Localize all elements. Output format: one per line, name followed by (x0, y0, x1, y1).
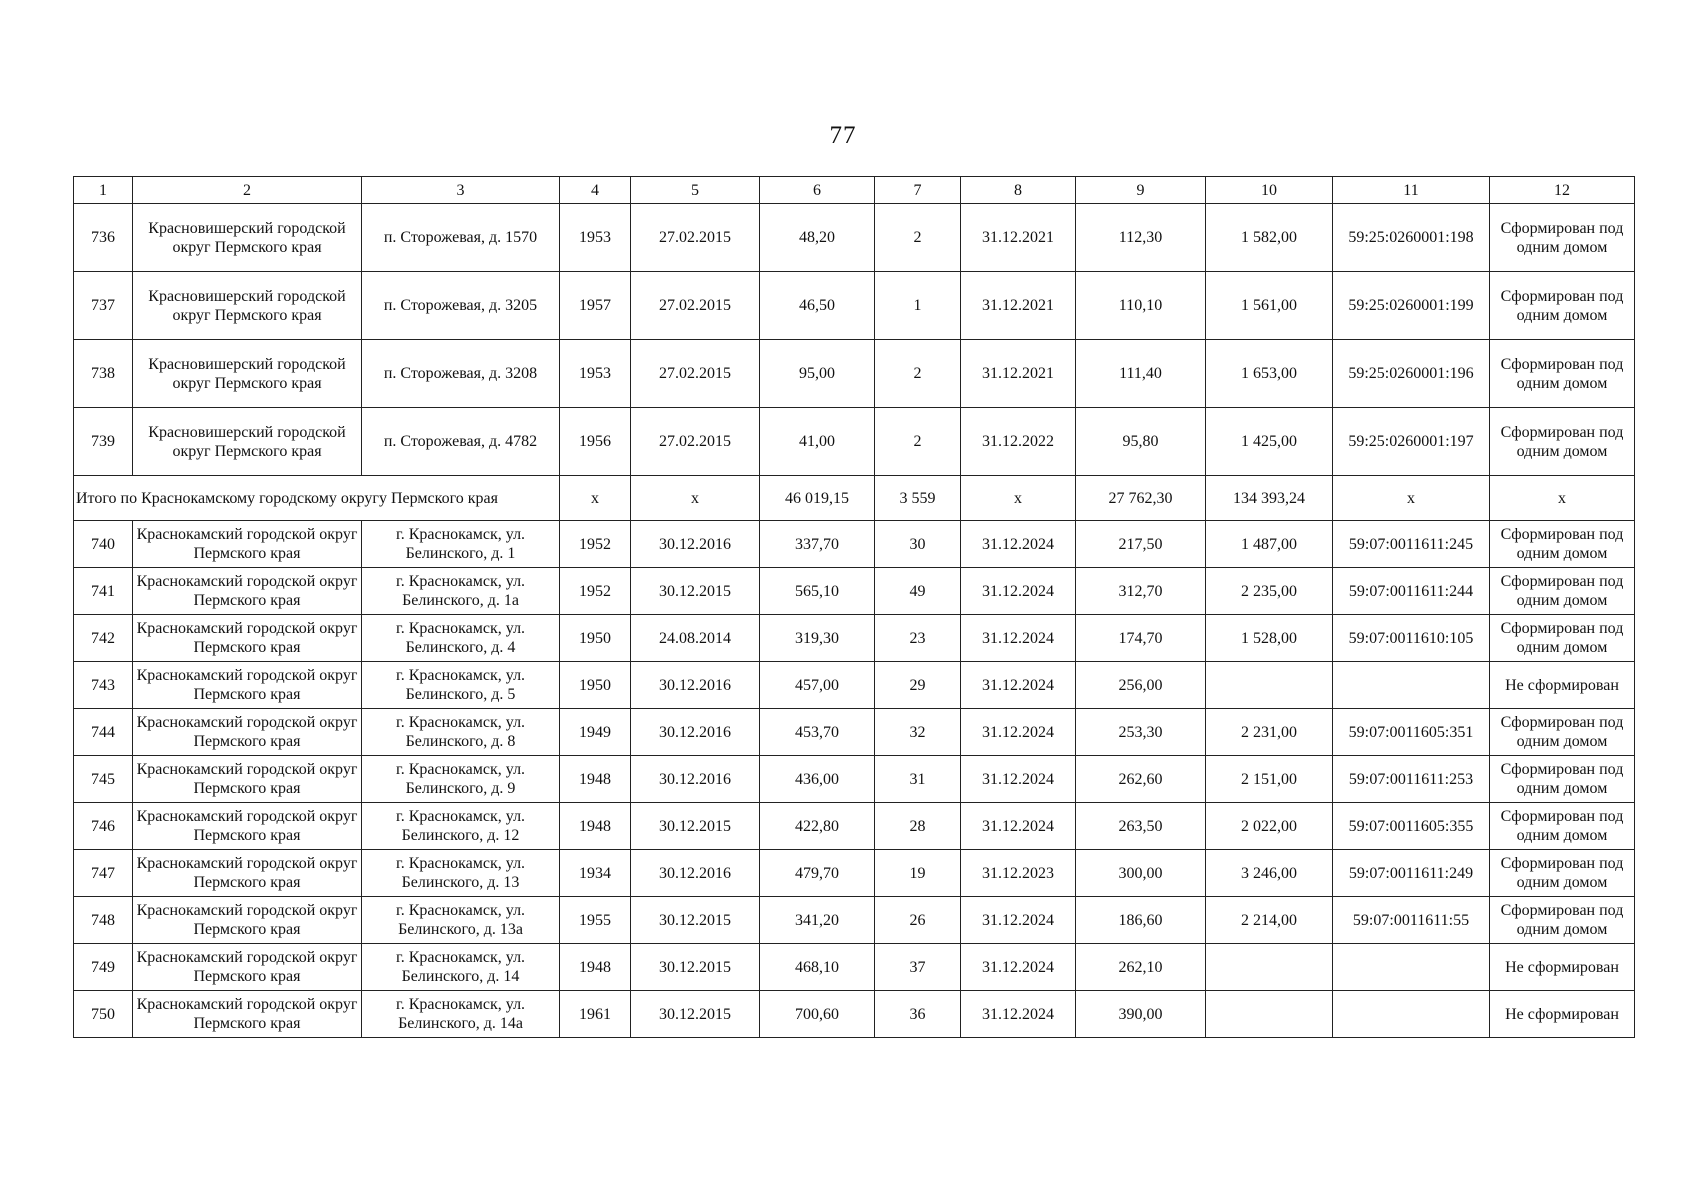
build-year: 1952 (560, 568, 631, 615)
address: г. Краснокамск, ул. Белинского, д. 9 (362, 756, 560, 803)
address: г. Краснокамск, ул. Белинского, д. 13а (362, 897, 560, 944)
living-area: 453,70 (760, 709, 875, 756)
build-year: 1950 (560, 615, 631, 662)
land-area: 1 528,00 (1206, 615, 1333, 662)
cadastral-number: 59:07:0011611:245 (1333, 521, 1490, 568)
date-recognized: 30.12.2016 (631, 521, 760, 568)
address: г. Краснокамск, ул. Белинского, д. 5 (362, 662, 560, 709)
address: г. Краснокамск, ул. Белинского, д. 14 (362, 944, 560, 991)
build-year: 1952 (560, 521, 631, 568)
total-date-planned: x (961, 476, 1076, 521)
table-row (74, 662, 1635, 709)
living-area: 341,20 (760, 897, 875, 944)
total-year: x (560, 476, 631, 521)
residents-count: 28 (875, 803, 961, 850)
living-area: 48,20 (760, 204, 875, 272)
address: г. Краснокамск, ул. Белинского, д. 1 (362, 521, 560, 568)
column-header: 1 (74, 177, 133, 204)
district-name: Краснокамский городской округ Пермского края (133, 709, 362, 756)
living-area: 436,00 (760, 756, 875, 803)
cadastral-number (1333, 991, 1490, 1038)
district-name: Краснокамский городской округ Пермского края (133, 803, 362, 850)
row-number: 740 (74, 521, 133, 568)
district-name: Краснокамский городской округ Пермского края (133, 850, 362, 897)
date-recognized: 30.12.2016 (631, 756, 760, 803)
land-status: Сформирован под одним домом (1490, 204, 1635, 272)
resettle-area: 112,30 (1076, 204, 1206, 272)
district-name: Краснокамский городской округ Пермского края (133, 991, 362, 1038)
cadastral-number: 59:07:0011610:105 (1333, 615, 1490, 662)
address: п. Сторожевая, д. 4782 (362, 408, 560, 476)
land-status: Сформирован под одним домом (1490, 340, 1635, 408)
row-number: 737 (74, 272, 133, 340)
land-area (1206, 991, 1333, 1038)
district-name: Краснокамский городской округ Пермского края (133, 756, 362, 803)
land-status: Сформирован под одним домом (1490, 803, 1635, 850)
cadastral-number: 59:07:0011611:244 (1333, 568, 1490, 615)
planned-resettle-date: 31.12.2021 (961, 272, 1076, 340)
date-recognized: 30.12.2015 (631, 568, 760, 615)
cadastral-number (1333, 944, 1490, 991)
table-row (74, 615, 1635, 662)
column-header: 3 (362, 177, 560, 204)
total-date-recognized: x (631, 476, 760, 521)
planned-resettle-date: 31.12.2024 (961, 709, 1076, 756)
district-name: Краснокамский городской округ Пермского края (133, 944, 362, 991)
planned-resettle-date: 31.12.2024 (961, 615, 1076, 662)
resettle-area: 256,00 (1076, 662, 1206, 709)
resettle-area: 186,60 (1076, 897, 1206, 944)
build-year: 1953 (560, 204, 631, 272)
land-status: Не сформирован (1490, 944, 1635, 991)
build-year: 1953 (560, 340, 631, 408)
residents-count: 2 (875, 340, 961, 408)
table-row (74, 850, 1635, 897)
land-area: 2 231,00 (1206, 709, 1333, 756)
land-status: Не сформирован (1490, 662, 1635, 709)
land-status: Сформирован под одним домом (1490, 756, 1635, 803)
residents-count: 36 (875, 991, 961, 1038)
column-header: 11 (1333, 177, 1490, 204)
planned-resettle-date: 31.12.2022 (961, 408, 1076, 476)
row-number: 745 (74, 756, 133, 803)
planned-resettle-date: 31.12.2024 (961, 568, 1076, 615)
living-area: 46,50 (760, 272, 875, 340)
land-status: Сформирован под одним домом (1490, 408, 1635, 476)
build-year: 1948 (560, 944, 631, 991)
land-area: 2 151,00 (1206, 756, 1333, 803)
row-number: 750 (74, 991, 133, 1038)
planned-resettle-date: 31.12.2024 (961, 991, 1076, 1038)
column-header: 5 (631, 177, 760, 204)
column-header: 9 (1076, 177, 1206, 204)
date-recognized: 27.02.2015 (631, 272, 760, 340)
address: г. Краснокамск, ул. Белинского, д. 1а (362, 568, 560, 615)
address: п. Сторожевая, д. 1570 (362, 204, 560, 272)
total-status: x (1490, 476, 1635, 521)
resettle-area: 174,70 (1076, 615, 1206, 662)
table-row (74, 991, 1635, 1038)
build-year: 1948 (560, 756, 631, 803)
resettle-area: 111,40 (1076, 340, 1206, 408)
row-number: 748 (74, 897, 133, 944)
living-area: 41,00 (760, 408, 875, 476)
residents-count: 49 (875, 568, 961, 615)
land-status: Сформирован под одним домом (1490, 709, 1635, 756)
living-area: 565,10 (760, 568, 875, 615)
header-row (74, 177, 1635, 204)
residents-count: 32 (875, 709, 961, 756)
column-header: 7 (875, 177, 961, 204)
row-number: 747 (74, 850, 133, 897)
table-row (74, 568, 1635, 615)
district-name: Краснокамский городской округ Пермского края (133, 568, 362, 615)
total-area: 46 019,15 (760, 476, 875, 521)
resettle-area: 262,60 (1076, 756, 1206, 803)
land-area: 2 022,00 (1206, 803, 1333, 850)
residents-count: 2 (875, 204, 961, 272)
residents-count: 19 (875, 850, 961, 897)
residents-count: 1 (875, 272, 961, 340)
table-row (74, 408, 1635, 476)
date-recognized: 27.02.2015 (631, 408, 760, 476)
build-year: 1949 (560, 709, 631, 756)
land-area (1206, 944, 1333, 991)
land-status: Сформирован под одним домом (1490, 897, 1635, 944)
cadastral-number: 59:07:0011611:253 (1333, 756, 1490, 803)
housing-registry-table (73, 176, 1635, 1038)
land-status: Сформирован под одним домом (1490, 568, 1635, 615)
district-name: Краснокамский городской округ Пермского края (133, 521, 362, 568)
table-row (74, 709, 1635, 756)
resettle-area: 253,30 (1076, 709, 1206, 756)
address: г. Краснокамск, ул. Белинского, д. 4 (362, 615, 560, 662)
resettle-area: 300,00 (1076, 850, 1206, 897)
land-area: 1 653,00 (1206, 340, 1333, 408)
district-name: Красновишерский городской округ Пермского края (133, 340, 362, 408)
column-header: 10 (1206, 177, 1333, 204)
total-area-resettle: 27 762,30 (1076, 476, 1206, 521)
land-status: Сформирован под одним домом (1490, 850, 1635, 897)
planned-resettle-date: 31.12.2021 (961, 204, 1076, 272)
total-cadastral: x (1333, 476, 1490, 521)
build-year: 1950 (560, 662, 631, 709)
resettle-area: 110,10 (1076, 272, 1206, 340)
table-row (74, 204, 1635, 272)
cadastral-number: 59:25:0260001:198 (1333, 204, 1490, 272)
date-recognized: 30.12.2016 (631, 662, 760, 709)
address: г. Краснокамск, ул. Белинского, д. 12 (362, 803, 560, 850)
total-land-area: 134 393,24 (1206, 476, 1333, 521)
cadastral-number: 59:25:0260001:197 (1333, 408, 1490, 476)
column-header: 8 (961, 177, 1076, 204)
date-recognized: 30.12.2016 (631, 850, 760, 897)
resettle-area: 263,50 (1076, 803, 1206, 850)
residents-count: 37 (875, 944, 961, 991)
residents-count: 23 (875, 615, 961, 662)
row-number: 739 (74, 408, 133, 476)
residents-count: 30 (875, 521, 961, 568)
date-recognized: 30.12.2015 (631, 991, 760, 1038)
table-row (74, 897, 1635, 944)
cadastral-number: 59:07:0011611:249 (1333, 850, 1490, 897)
planned-resettle-date: 31.12.2024 (961, 897, 1076, 944)
address: г. Краснокамск, ул. Белинского, д. 13 (362, 850, 560, 897)
build-year: 1957 (560, 272, 631, 340)
date-recognized: 24.08.2014 (631, 615, 760, 662)
planned-resettle-date: 31.12.2024 (961, 756, 1076, 803)
table-row (74, 272, 1635, 340)
land-area: 1 561,00 (1206, 272, 1333, 340)
district-name: Красновишерский городской округ Пермского края (133, 204, 362, 272)
build-year: 1934 (560, 850, 631, 897)
district-name: Красновишерский городской округ Пермского края (133, 272, 362, 340)
address: г. Краснокамск, ул. Белинского, д. 14а (362, 991, 560, 1038)
table-body (74, 204, 1635, 1038)
district-name: Краснокамский городской округ Пермского края (133, 615, 362, 662)
row-number: 736 (74, 204, 133, 272)
planned-resettle-date: 31.12.2024 (961, 944, 1076, 991)
land-area: 1 487,00 (1206, 521, 1333, 568)
build-year: 1961 (560, 991, 631, 1038)
date-recognized: 30.12.2016 (631, 709, 760, 756)
cadastral-number: 59:25:0260001:199 (1333, 272, 1490, 340)
district-name: Краснокамский городской округ Пермского края (133, 662, 362, 709)
residents-count: 26 (875, 897, 961, 944)
address: г. Краснокамск, ул. Белинского, д. 8 (362, 709, 560, 756)
living-area: 468,10 (760, 944, 875, 991)
living-area: 479,70 (760, 850, 875, 897)
resettle-area: 262,10 (1076, 944, 1206, 991)
row-number: 749 (74, 944, 133, 991)
row-number: 744 (74, 709, 133, 756)
address: п. Сторожевая, д. 3208 (362, 340, 560, 408)
land-area: 2 235,00 (1206, 568, 1333, 615)
land-area (1206, 662, 1333, 709)
planned-resettle-date: 31.12.2021 (961, 340, 1076, 408)
build-year: 1948 (560, 803, 631, 850)
date-recognized: 30.12.2015 (631, 897, 760, 944)
residents-count: 29 (875, 662, 961, 709)
land-area: 3 246,00 (1206, 850, 1333, 897)
living-area: 337,70 (760, 521, 875, 568)
resettle-area: 95,80 (1076, 408, 1206, 476)
build-year: 1955 (560, 897, 631, 944)
column-header: 4 (560, 177, 631, 204)
living-area: 422,80 (760, 803, 875, 850)
living-area: 319,30 (760, 615, 875, 662)
column-header: 6 (760, 177, 875, 204)
cadastral-number (1333, 662, 1490, 709)
table-row (74, 756, 1635, 803)
address: п. Сторожевая, д. 3205 (362, 272, 560, 340)
date-recognized: 27.02.2015 (631, 340, 760, 408)
land-area: 2 214,00 (1206, 897, 1333, 944)
planned-resettle-date: 31.12.2024 (961, 521, 1076, 568)
row-number: 741 (74, 568, 133, 615)
total-residents: 3 559 (875, 476, 961, 521)
build-year: 1956 (560, 408, 631, 476)
page-number: 77 (829, 122, 857, 149)
cadastral-number: 59:07:0011605:355 (1333, 803, 1490, 850)
planned-resettle-date: 31.12.2023 (961, 850, 1076, 897)
district-name: Краснокамский городской округ Пермского края (133, 897, 362, 944)
row-number: 743 (74, 662, 133, 709)
planned-resettle-date: 31.12.2024 (961, 662, 1076, 709)
living-area: 457,00 (760, 662, 875, 709)
living-area: 700,60 (760, 991, 875, 1038)
resettle-area: 217,50 (1076, 521, 1206, 568)
table-row (74, 944, 1635, 991)
planned-resettle-date: 31.12.2024 (961, 803, 1076, 850)
land-status: Не сформирован (1490, 991, 1635, 1038)
row-number: 746 (74, 803, 133, 850)
cadastral-number: 59:07:0011611:55 (1333, 897, 1490, 944)
table-row (74, 803, 1635, 850)
land-area: 1 425,00 (1206, 408, 1333, 476)
land-status: Сформирован под одним домом (1490, 272, 1635, 340)
land-area: 1 582,00 (1206, 204, 1333, 272)
land-status: Сформирован под одним домом (1490, 521, 1635, 568)
cadastral-number: 59:07:0011605:351 (1333, 709, 1490, 756)
district-name: Красновишерский городской округ Пермского края (133, 408, 362, 476)
cadastral-number: 59:25:0260001:196 (1333, 340, 1490, 408)
row-number: 742 (74, 615, 133, 662)
resettle-area: 390,00 (1076, 991, 1206, 1038)
column-header: 12 (1490, 177, 1635, 204)
resettle-area: 312,70 (1076, 568, 1206, 615)
date-recognized: 30.12.2015 (631, 944, 760, 991)
table-row (74, 340, 1635, 408)
table-row (74, 521, 1635, 568)
living-area: 95,00 (760, 340, 875, 408)
row-number: 738 (74, 340, 133, 408)
residents-count: 2 (875, 408, 961, 476)
total-row (74, 476, 1635, 521)
total-label: Итого по Краснокамскому городскому округу Пермского края (74, 476, 560, 521)
land-status: Сформирован под одним домом (1490, 615, 1635, 662)
date-recognized: 27.02.2015 (631, 204, 760, 272)
column-header: 2 (133, 177, 362, 204)
residents-count: 31 (875, 756, 961, 803)
date-recognized: 30.12.2015 (631, 803, 760, 850)
